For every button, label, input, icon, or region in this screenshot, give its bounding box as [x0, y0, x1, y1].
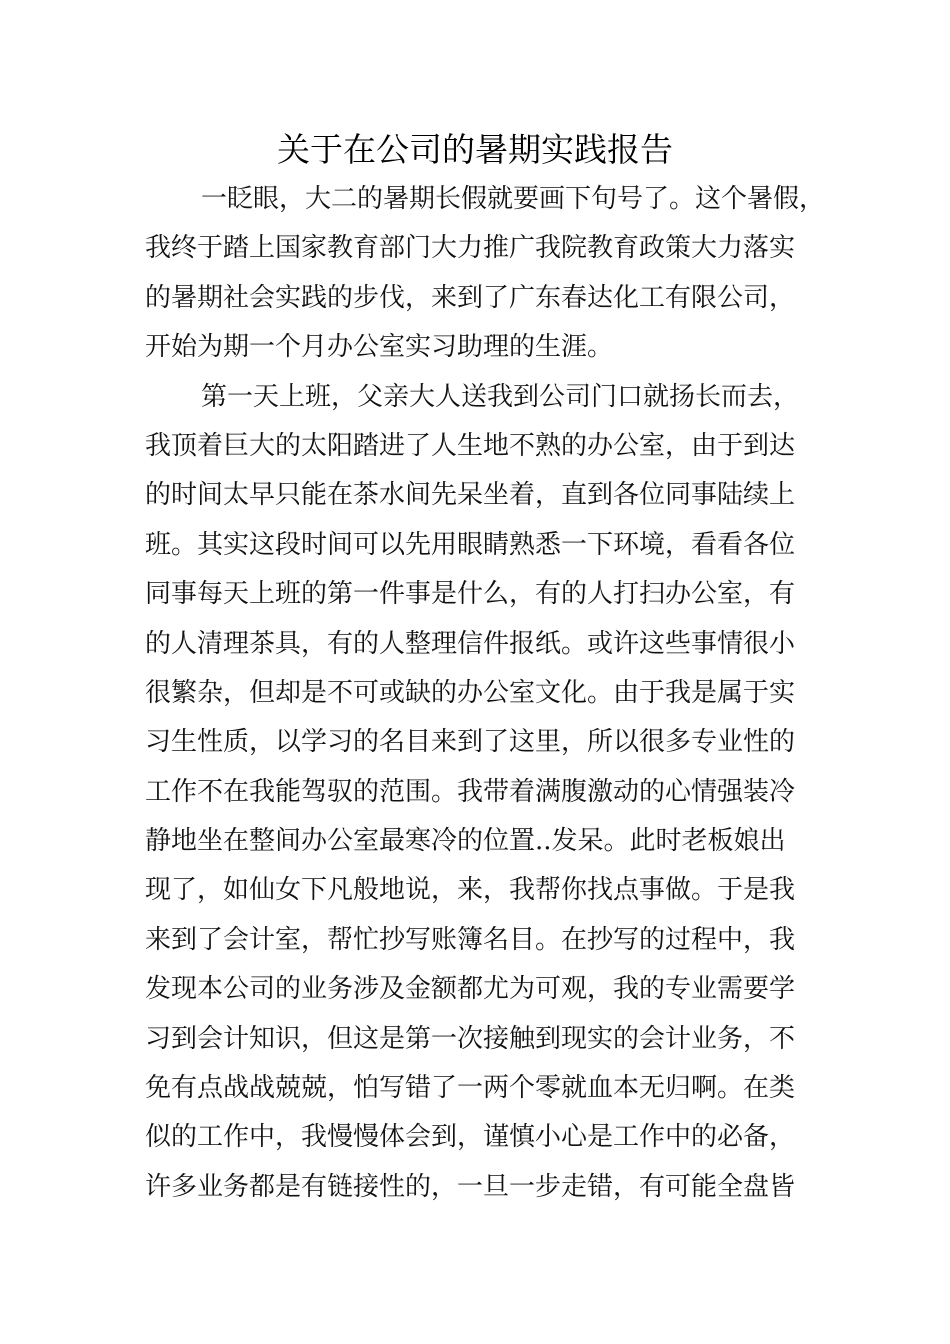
text-line: 一眨眼，大二的暑期长假就要画下句号了。这个暑假， [201, 184, 826, 214]
text-line: 习生性质，以学习的名目来到了这里，所以很多专业性的 [145, 727, 796, 758]
text-line: 静地坐在整间办公室最寒冷的位置..发呆。此时老板娘出 [145, 826, 786, 857]
text-line: 开始为期一个月办公室实习助理的生涯。 [145, 332, 614, 363]
text-line: 现了，如仙女下凡般地说，来，我帮你找点事做。于是我 [145, 875, 796, 906]
text-line: 许多业务都是有链接性的，一旦一步走错，有可能全盘皆 [145, 1171, 796, 1202]
text-line: 似的工作中，我慢慢体会到，谨慎小心是工作中的必备， [145, 1122, 796, 1153]
text-line: 来到了会计室，帮忙抄写账簿名目。在抄写的过程中，我 [145, 924, 796, 955]
text-line: 很繁杂，但却是不可或缺的办公室文化。由于我是属于实 [145, 677, 796, 708]
document-body [145, 175, 825, 1212]
text-line: 免有点战战兢兢，怕写错了一两个零就血本无归啊。在类 [145, 1073, 796, 1104]
text-line: 第一天上班，父亲大人送我到公司门口就扬长而去， [201, 381, 800, 412]
text-line: 工作不在我能驾驭的范围。我带着满腹激动的心情强装冷 [145, 776, 796, 807]
text-line: 同事每天上班的第一件事是什么，有的人打扫办公室，有 [145, 579, 796, 610]
document-title: 关于在公司的暑期实践报告 [277, 130, 673, 169]
text-line: 发现本公司的业务涉及金额都尤为可观，我的专业需要学 [145, 974, 796, 1005]
text-line: 我终于踏上国家教育部门大力推广我院教育政策大力落实 [145, 233, 796, 264]
text-line: 的人清理茶具，有的人整理信件报纸。或许这些事情很小 [145, 628, 796, 659]
text-line: 的暑期社会实践的步伐，来到了广东春达化工有限公司， [145, 282, 796, 313]
text-line: 班。其实这段时间可以先用眼睛熟悉一下环境，看看各位 [145, 529, 796, 560]
paragraph-2 [145, 373, 825, 1213]
paragraph-1 [145, 175, 825, 373]
text-line: 习到会计知识，但这是第一次接触到现实的会计业务，不 [145, 1023, 796, 1054]
text-line: 我顶着巨大的太阳踏进了人生地不熟的办公室，由于到达 [145, 430, 796, 461]
text-line: 的时间太早只能在茶水间先呆坐着，直到各位同事陆续上 [145, 480, 796, 511]
